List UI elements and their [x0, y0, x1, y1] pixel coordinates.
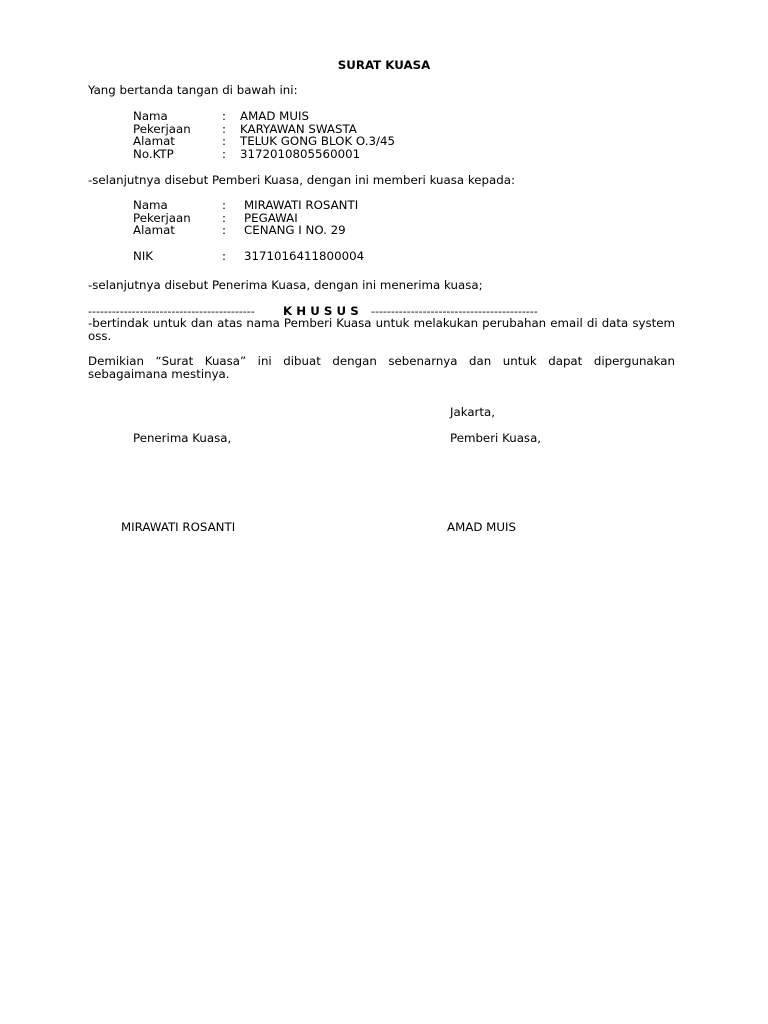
grantee-name-colon: :: [222, 198, 226, 212]
grantee-address-colon: :: [222, 223, 226, 237]
grantee-job-label: Pekerjaan: [133, 211, 191, 225]
separator-left: ------------------------------------------: [88, 305, 255, 318]
grantee-address-value: CENANG I NO. 29: [244, 223, 346, 237]
separator-right: ------------------------------------------: [371, 305, 538, 318]
signature-place: Jakarta,: [450, 405, 496, 419]
grantee-signature-name: MIRAWATI ROSANTI: [121, 520, 236, 534]
grantor-job-colon: :: [222, 122, 226, 136]
grantor-ktp-colon: :: [222, 147, 226, 161]
intro-text: Yang bertanda tangan di bawah ini:: [88, 83, 298, 97]
grantee-statement: -selanjutnya disebut Penerima Kuasa, dengan ini menerima kuasa;: [88, 278, 483, 292]
grantor-statement: -selanjutnya disebut Pemberi Kuasa, dengan ini memberi kuasa kepada:: [88, 173, 515, 187]
closing-paragraph: Demikian “Surat Kuasa” ini dibuat dengan sebenarnya dan untuk dapat dipergunakan sebagaimana mestinya.: [88, 354, 675, 381]
grantor-ktp-label: No.KTP: [133, 147, 174, 161]
grantee-nik-colon: :: [222, 249, 226, 263]
special-heading: K H U S U S: [283, 304, 359, 318]
grantor-job-label: Pekerjaan: [133, 122, 191, 136]
grantor-address-label: Alamat: [133, 134, 175, 148]
grantor-name-value: AMAD MUIS: [240, 109, 309, 123]
grantor-signature-label: Pemberi Kuasa,: [450, 431, 542, 445]
grantor-address-colon: :: [222, 134, 226, 148]
grantee-nik-value: 3171016411800004: [244, 249, 365, 263]
grantee-signature-label: Penerima Kuasa,: [133, 431, 232, 445]
grantee-name-value: MIRAWATI ROSANTI: [244, 198, 359, 212]
grantee-job-colon: :: [222, 211, 226, 225]
grantor-name-label: Nama: [133, 109, 168, 123]
grantor-ktp-value: 3172010805560001: [240, 147, 361, 161]
grantor-address-value: TELUK GONG BLOK O.3/45: [240, 134, 395, 148]
grantee-address-label: Alamat: [133, 223, 175, 237]
purpose-paragraph: -bertindak untuk dan atas nama Pemberi Kuasa untuk melakukan perubahan email di data system oss.: [88, 316, 675, 343]
grantor-job-value: KARYAWAN SWASTA: [240, 122, 357, 136]
grantor-signature-name: AMAD MUIS: [447, 520, 516, 534]
grantee-nik-label: NIK: [133, 249, 154, 263]
grantee-job-value: PEGAWAI: [244, 211, 298, 225]
grantor-name-colon: :: [222, 109, 226, 123]
page-title: SURAT KUASA: [337, 58, 431, 72]
grantee-name-label: Nama: [133, 198, 168, 212]
